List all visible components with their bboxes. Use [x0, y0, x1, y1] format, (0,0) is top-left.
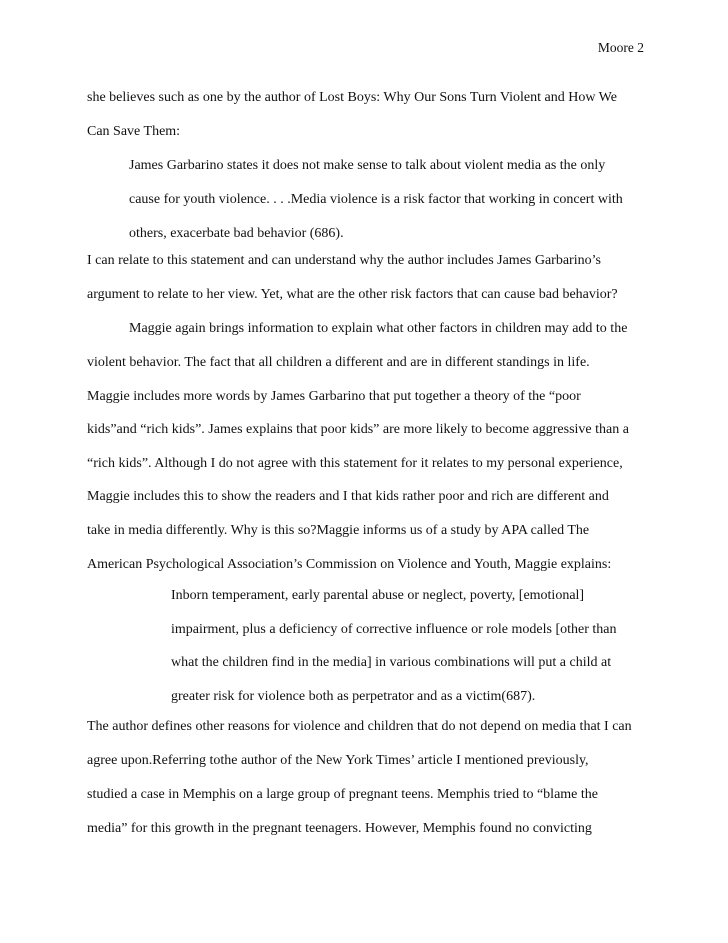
text-line-6: Maggie includes more words by James Garbarino that put together a theory of the “poor: [87, 389, 581, 404]
block-quote-line-4: greater risk for violence both as perpetrator and as a victim(687).: [171, 689, 536, 704]
text-line-10: take in media differently. Why is this so?Maggie informs us of a study by APA called The: [87, 523, 590, 538]
block-quote-line-1: Inborn temperament, early parental abuse or neglect, poverty, [emotional]: [171, 588, 585, 603]
text-line-8: “rich kids”. Although I do not agree with this statement for it relates to my personal experience,: [87, 456, 623, 471]
quote-line-2: cause for youth violence. . . .Media violence is a risk factor that working in concert with: [129, 192, 623, 207]
text-line-12: The author defines other reasons for violence and children that do not depend on media that I can: [87, 719, 632, 734]
quote-line-1: James Garbarino states it does not make sense to talk about violent media as the only: [129, 158, 606, 173]
text-line-3: I can relate to this statement and can understand why the author includes James Garbarino’s: [87, 253, 601, 268]
text-line-15: media” for this growth in the pregnant teenagers. However, Memphis found no convicting: [87, 821, 592, 836]
text-line-13: agree upon.Referring tothe author of the New York Times’ article I mentioned previously,: [87, 753, 589, 768]
paragraph-start-line: Maggie again brings information to explain what other factors in children may add to the: [129, 321, 628, 336]
text-line-7: kids”and “rich kids”. James explains that poor kids” are more likely to become aggressive than a: [87, 422, 629, 437]
text-line-5: violent behavior. The fact that all children a different and are in different standings in life.: [87, 355, 590, 370]
text-line-9: Maggie includes this to show the readers and I that kids rather poor and rich are different and: [87, 489, 609, 504]
text-line-2: Can Save Them:: [87, 124, 181, 139]
block-quote-line-2: impairment, plus a deficiency of corrective influence or role models [other than: [171, 622, 617, 637]
text-line-11: American Psychological Association’s Commission on Violence and Youth, Maggie explains:: [87, 557, 612, 572]
quote-line-3: others, exacerbate bad behavior (686).: [129, 226, 344, 241]
text-line-4: argument to relate to her view. Yet, what are the other risk factors that can cause bad behavior?: [87, 287, 618, 302]
text-line-14: studied a case in Memphis on a large group of pregnant teens. Memphis tried to “blame the: [87, 787, 598, 802]
block-quote-line-3: what the children find in the media] in various combinations will put a child at: [171, 655, 612, 670]
page-header: Moore 2: [597, 40, 644, 55]
text-line-1: she believes such as one by the author of Lost Boys: Why Our Sons Turn Violent and How We: [87, 90, 617, 105]
